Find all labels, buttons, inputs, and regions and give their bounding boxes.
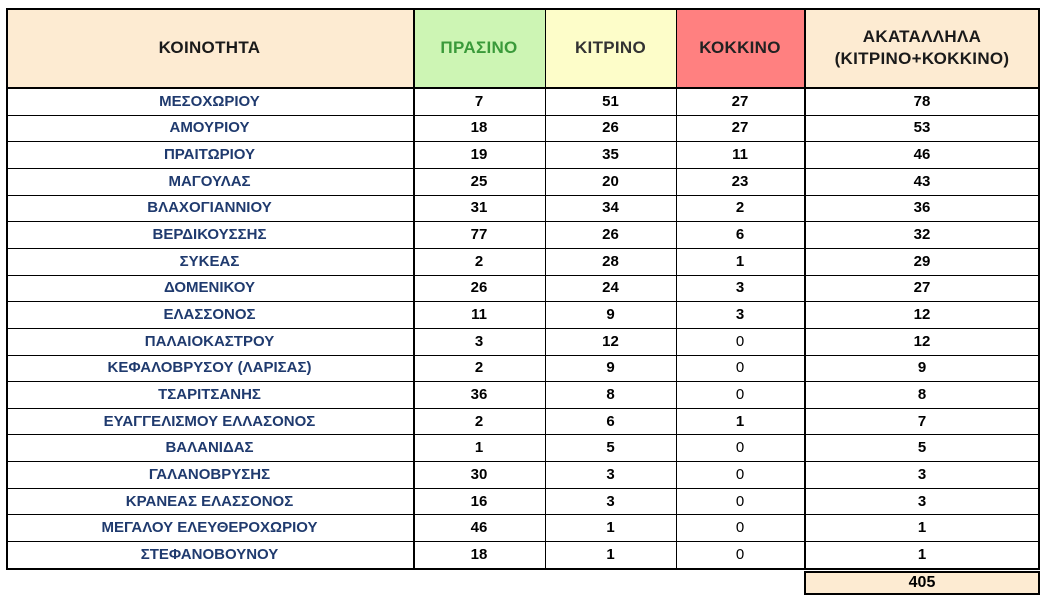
red-value: 1 bbox=[735, 412, 745, 430]
yellow-value: 9 bbox=[606, 306, 615, 323]
row-divider bbox=[6, 381, 1040, 382]
header-unfit-line1: ΑΚΑΤΑΛΛΗΛΑ bbox=[862, 27, 982, 46]
green-value: 7 bbox=[474, 92, 484, 110]
row-divider bbox=[6, 514, 1040, 515]
header-red: ΚΟΚΚΙΝΟ bbox=[676, 8, 804, 88]
red-value: 0 bbox=[735, 545, 745, 563]
community-name: ΚΕΦΑΛΟΒΡΥΣΟΥ (ΛΑΡΙΣΑΣ) bbox=[107, 359, 312, 377]
community-name: ΜΕΣΟΧΩΡΙΟΥ bbox=[159, 92, 260, 110]
row-divider bbox=[6, 461, 1040, 462]
community-name: ΠΑΛΑΙΟΚΑΣΤΡΟΥ bbox=[144, 332, 275, 350]
column-divider bbox=[676, 8, 677, 570]
unfit-value: 8 bbox=[917, 385, 927, 403]
green-value: 46 bbox=[470, 519, 488, 537]
unfit-value: 3 bbox=[917, 465, 927, 483]
row-divider bbox=[6, 541, 1040, 542]
table-border-bottom bbox=[6, 568, 1040, 570]
green-value: 36 bbox=[470, 385, 488, 403]
community-name: ΒΑΛΑΝΙΔΑΣ bbox=[165, 439, 254, 457]
header-green: ΠΡΑΣΙΝΟ bbox=[413, 8, 545, 88]
red-value: 0 bbox=[735, 359, 745, 377]
red-value: 27 bbox=[731, 92, 749, 110]
column-divider bbox=[804, 8, 806, 570]
unfit-value: 9 bbox=[917, 359, 927, 377]
row-divider bbox=[6, 195, 1040, 196]
red-value: 23 bbox=[731, 172, 749, 190]
community-name: ΜΕΓΑΛΟΥ ΕΛΕΥΘΕΡΟΧΩΡΙΟΥ bbox=[101, 519, 318, 537]
row-divider bbox=[6, 248, 1040, 249]
red-value: 2 bbox=[735, 199, 745, 217]
yellow-value: 6 bbox=[606, 412, 615, 430]
yellow-value: 9 bbox=[606, 359, 615, 377]
community-name: ΜΑΓΟΥΛΑΣ bbox=[168, 172, 251, 190]
community-name: ΣΥΚΕΑΣ bbox=[179, 252, 240, 270]
table-border-top bbox=[6, 8, 1040, 10]
yellow-value: 24 bbox=[602, 279, 619, 297]
green-value: 11 bbox=[471, 306, 487, 323]
row-divider bbox=[6, 301, 1040, 302]
header-unfit-line2: (ΚΙΤΡΙΝΟ+ΚΟΚΚΙΝΟ) bbox=[834, 49, 1010, 68]
unfit-value: 78 bbox=[913, 92, 931, 110]
yellow-value: 3 bbox=[606, 465, 615, 483]
red-value: 3 bbox=[735, 306, 745, 323]
red-value: 0 bbox=[735, 492, 745, 510]
unfit-value: 5 bbox=[917, 439, 927, 457]
community-name: ΤΣΑΡΙΤΣΑΝΗΣ bbox=[158, 385, 261, 403]
red-value: 0 bbox=[735, 519, 745, 537]
green-value: 1 bbox=[474, 439, 484, 457]
yellow-value: 1 bbox=[606, 519, 615, 537]
red-value: 3 bbox=[735, 279, 745, 297]
green-value: 26 bbox=[470, 279, 488, 297]
community-name: ΒΕΡΔΙΚΟΥΣΣΗΣ bbox=[152, 226, 267, 244]
yellow-value: 35 bbox=[602, 146, 619, 164]
green-value: 18 bbox=[470, 119, 488, 137]
unfit-value: 12 bbox=[913, 306, 931, 323]
yellow-value: 8 bbox=[606, 385, 615, 403]
red-value: 27 bbox=[731, 119, 749, 137]
unfit-value: 1 bbox=[917, 545, 927, 563]
column-divider bbox=[1038, 8, 1040, 570]
row-divider bbox=[6, 168, 1040, 169]
unfit-value: 32 bbox=[913, 226, 931, 244]
header-yellow: ΚΙΤΡΙΝΟ bbox=[545, 8, 676, 88]
total-border-right bbox=[1038, 571, 1040, 595]
yellow-value: 28 bbox=[602, 252, 619, 270]
green-value: 30 bbox=[470, 465, 488, 483]
header-unfit bbox=[804, 8, 1040, 88]
green-value: 25 bbox=[470, 172, 488, 190]
green-value: 16 bbox=[470, 492, 488, 510]
community-name: ΓΑΛΑΝΟΒΡΥΣΗΣ bbox=[148, 465, 271, 483]
row-divider bbox=[6, 115, 1040, 116]
yellow-value: 12 bbox=[602, 332, 619, 350]
yellow-value: 26 bbox=[602, 119, 619, 137]
red-value: 0 bbox=[735, 439, 745, 457]
total-border-top bbox=[804, 571, 1040, 573]
green-value: 2 bbox=[474, 359, 484, 377]
red-value: 1 bbox=[735, 252, 745, 270]
row-divider bbox=[6, 355, 1040, 356]
header-community: ΚΟΙΝΟΤΗΤΑ bbox=[6, 8, 413, 88]
row-divider bbox=[6, 275, 1040, 276]
community-name: ΑΜΟΥΡΙΟΥ bbox=[169, 119, 250, 137]
unfit-value: 3 bbox=[917, 492, 927, 510]
green-value: 77 bbox=[470, 226, 488, 244]
row-divider bbox=[6, 221, 1040, 222]
community-name: ΠΡΑΙΤΩΡΙΟΥ bbox=[163, 146, 256, 164]
unfit-value: 12 bbox=[913, 332, 931, 350]
unfit-value: 53 bbox=[913, 119, 931, 137]
unfit-value: 29 bbox=[913, 252, 931, 270]
community-name: ΚΡΑΝΕΑΣ ΕΛΑΣΣΟΝΟΣ bbox=[125, 492, 294, 510]
unfit-value: 7 bbox=[917, 412, 927, 430]
row-divider bbox=[6, 141, 1040, 142]
community-name: ΕΛΑΣΣΟΝΟΣ bbox=[163, 306, 256, 323]
yellow-value: 51 bbox=[602, 92, 619, 110]
yellow-value: 1 bbox=[606, 545, 615, 563]
community-name: ΣΤΕΦΑΝΟΒΟΥΝΟΥ bbox=[140, 545, 279, 563]
header-divider bbox=[6, 87, 1040, 89]
total-border-left bbox=[804, 571, 806, 595]
row-divider bbox=[6, 328, 1040, 329]
community-name: ΒΛΑΧΟΓΙΑΝΝΙΟΥ bbox=[147, 199, 272, 217]
yellow-value: 5 bbox=[606, 439, 615, 457]
green-value: 31 bbox=[470, 199, 488, 217]
red-value: 0 bbox=[735, 385, 745, 403]
unfit-value: 1 bbox=[917, 519, 927, 537]
community-name: ΔΟΜΕΝΙΚΟΥ bbox=[164, 279, 255, 297]
unfit-value: 43 bbox=[913, 172, 931, 190]
green-value: 19 bbox=[470, 146, 488, 164]
total-border-bottom bbox=[804, 593, 1040, 595]
row-divider bbox=[6, 434, 1040, 435]
red-value: 0 bbox=[735, 465, 745, 483]
total-value: 405 bbox=[804, 571, 1040, 595]
column-divider bbox=[413, 8, 415, 570]
row-divider bbox=[6, 488, 1040, 489]
unfit-value: 27 bbox=[913, 279, 931, 297]
yellow-value: 3 bbox=[606, 492, 615, 510]
row-divider bbox=[6, 408, 1040, 409]
red-value: 6 bbox=[735, 226, 745, 244]
community-name: ΕΥΑΓΓΕΛΙΣΜΟΥ ΕΛΛΑΣΟΝΟΣ bbox=[103, 412, 316, 430]
green-value: 3 bbox=[474, 332, 484, 350]
yellow-value: 20 bbox=[602, 172, 619, 190]
yellow-value: 26 bbox=[602, 226, 619, 244]
red-value: 11 bbox=[732, 146, 748, 164]
yellow-value: 34 bbox=[602, 199, 619, 217]
green-value: 18 bbox=[470, 545, 488, 563]
column-divider bbox=[6, 8, 8, 570]
unfit-value: 36 bbox=[913, 199, 931, 217]
column-divider bbox=[545, 8, 546, 570]
green-value: 2 bbox=[474, 252, 484, 270]
green-value: 2 bbox=[474, 412, 484, 430]
unfit-value: 46 bbox=[913, 146, 931, 164]
red-value: 0 bbox=[735, 332, 745, 350]
